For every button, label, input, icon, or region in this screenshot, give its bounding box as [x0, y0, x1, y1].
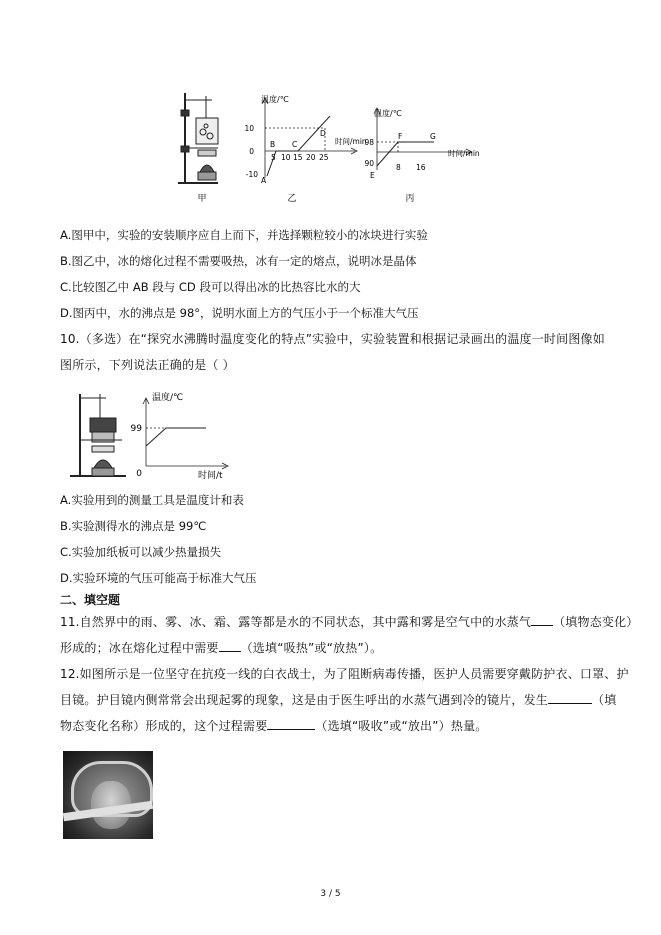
- label-bing: 丙: [405, 194, 415, 204]
- chart-q10: [143, 398, 228, 469]
- figure-q10: [66, 390, 241, 482]
- q9-option-b: B.图乙中，冰的熔化过程不需要吸热，冰有一定的熔点，说明冰是晶体: [60, 254, 417, 268]
- q10-chart-xlabel: 时间/t: [198, 471, 223, 481]
- bing-point-f: F: [398, 132, 403, 141]
- q12-blank-2: [267, 718, 315, 730]
- yi-xlabel: 时间/min: [335, 137, 367, 146]
- q12-line2-text-b: （填: [592, 693, 617, 707]
- bing-xtick-16: 16: [416, 163, 426, 172]
- bing-ylabel: 温度/℃: [374, 109, 402, 118]
- q11-line2-text-b: （选填“吸热”或“放热”）。: [240, 641, 383, 655]
- q12-line2-text-a: 目镜。护目镜内侧常常会出现起雾的现象，这是由于医生呼出的水蒸气遇到冷的镜片，发生: [60, 693, 549, 707]
- yi-ylabel: 温度/℃: [261, 95, 289, 104]
- q10-chart-ytick-99: 99: [130, 424, 142, 434]
- q9-option-c: C.比较图乙中 AB 段与 CD 段可以得出冰的比热容比水的大: [60, 280, 361, 294]
- bing-ytick-98: 98: [364, 138, 374, 147]
- q10-option-a: A.实验用到的测量工具是温度计和表: [60, 493, 244, 507]
- apparatus-jia: [178, 93, 218, 183]
- q9-option-a: A.图甲中，实验的安装顺序应自上而下，并选择颗粒较小的冰块进行实验: [60, 228, 428, 242]
- yi-ytick-0: 0: [249, 147, 254, 156]
- q11-line1: [60, 614, 639, 630]
- q11-line1-text-a: 11.自然界中的雨、雾、冰、霜、露等都是水的不同状态，其中露和雾是空气中的水蒸气: [60, 615, 532, 629]
- q12-line2: [60, 692, 616, 708]
- yi-point-b: B: [270, 140, 276, 149]
- bing-point-e: E: [370, 171, 375, 180]
- q11-line2-text-a: 形成的；冰在熔化过程中需要: [60, 641, 219, 655]
- bing-ytick-90: 90: [364, 159, 374, 168]
- bing-xlabel: 时间/min: [448, 149, 480, 158]
- q11-line1-text-b: （填物态变化）: [553, 615, 639, 629]
- q12-line3: [60, 718, 487, 734]
- q10-option-b: B.实验测得水的沸点是 99℃: [60, 519, 207, 533]
- q10-option-c: C.实验加纸板可以减少热量损失: [60, 545, 222, 559]
- yi-point-a: A: [261, 176, 267, 185]
- q10-stem-line1: 10.（多选）在“探究水沸腾时温度变化的特点”实验中，实验装置和根据记录画出的温度一时间图像如: [60, 332, 605, 346]
- q10-chart-ylabel: 温度/℃: [152, 393, 184, 403]
- label-jia: 甲: [197, 194, 207, 204]
- yi-point-d: D: [320, 129, 326, 138]
- yi-xtick-25: 25: [319, 153, 329, 162]
- q11-blank-1: [531, 614, 553, 626]
- apparatus-q10: [70, 394, 126, 476]
- yi-ytick-10: 10: [244, 124, 254, 133]
- section-title: 二、填空题: [60, 593, 121, 607]
- q11-line2: [60, 640, 382, 656]
- q12-blank-1: [548, 692, 592, 704]
- q11-blank-2: [219, 640, 241, 652]
- q10-chart-origin: 0: [136, 469, 142, 479]
- medical-worker-photo: [63, 751, 153, 839]
- yi-ytick-neg10: -10: [245, 170, 258, 179]
- q10-stem-line2: 图所示，下列说法正确的是（ ）: [60, 358, 235, 372]
- yi-point-c: C: [292, 140, 298, 149]
- label-yi: 乙: [287, 194, 297, 204]
- bing-xtick-8: 8: [396, 163, 401, 172]
- yi-xtick-5: 5: [271, 153, 276, 162]
- yi-xtick-20: 20: [306, 153, 316, 162]
- figure-top: [170, 88, 490, 208]
- q9-option-d: D.图丙中，水的沸点是 98°，说明水面上方的气压小于一个标准大气压: [60, 306, 419, 320]
- yi-xtick-10: 10: [281, 153, 291, 162]
- q12-line3-text-b: （选填“吸收”或“放出”）热量。: [315, 719, 488, 733]
- q12-line1: 12.如图所示是一位坚守在抗疫一线的白衣战士，为了阻断病毒传播，医护人员需要穿戴防护衣、口罩、护: [60, 667, 629, 681]
- bing-point-g: G: [430, 132, 436, 141]
- page-number: 3 / 5: [320, 889, 341, 899]
- yi-xtick-15: 15: [293, 153, 303, 162]
- q10-option-d: D.实验环境的气压可能高于标准大气压: [60, 571, 257, 585]
- q12-line3-text-a: 物态变化名称）形成的，这个过程需要: [60, 719, 268, 733]
